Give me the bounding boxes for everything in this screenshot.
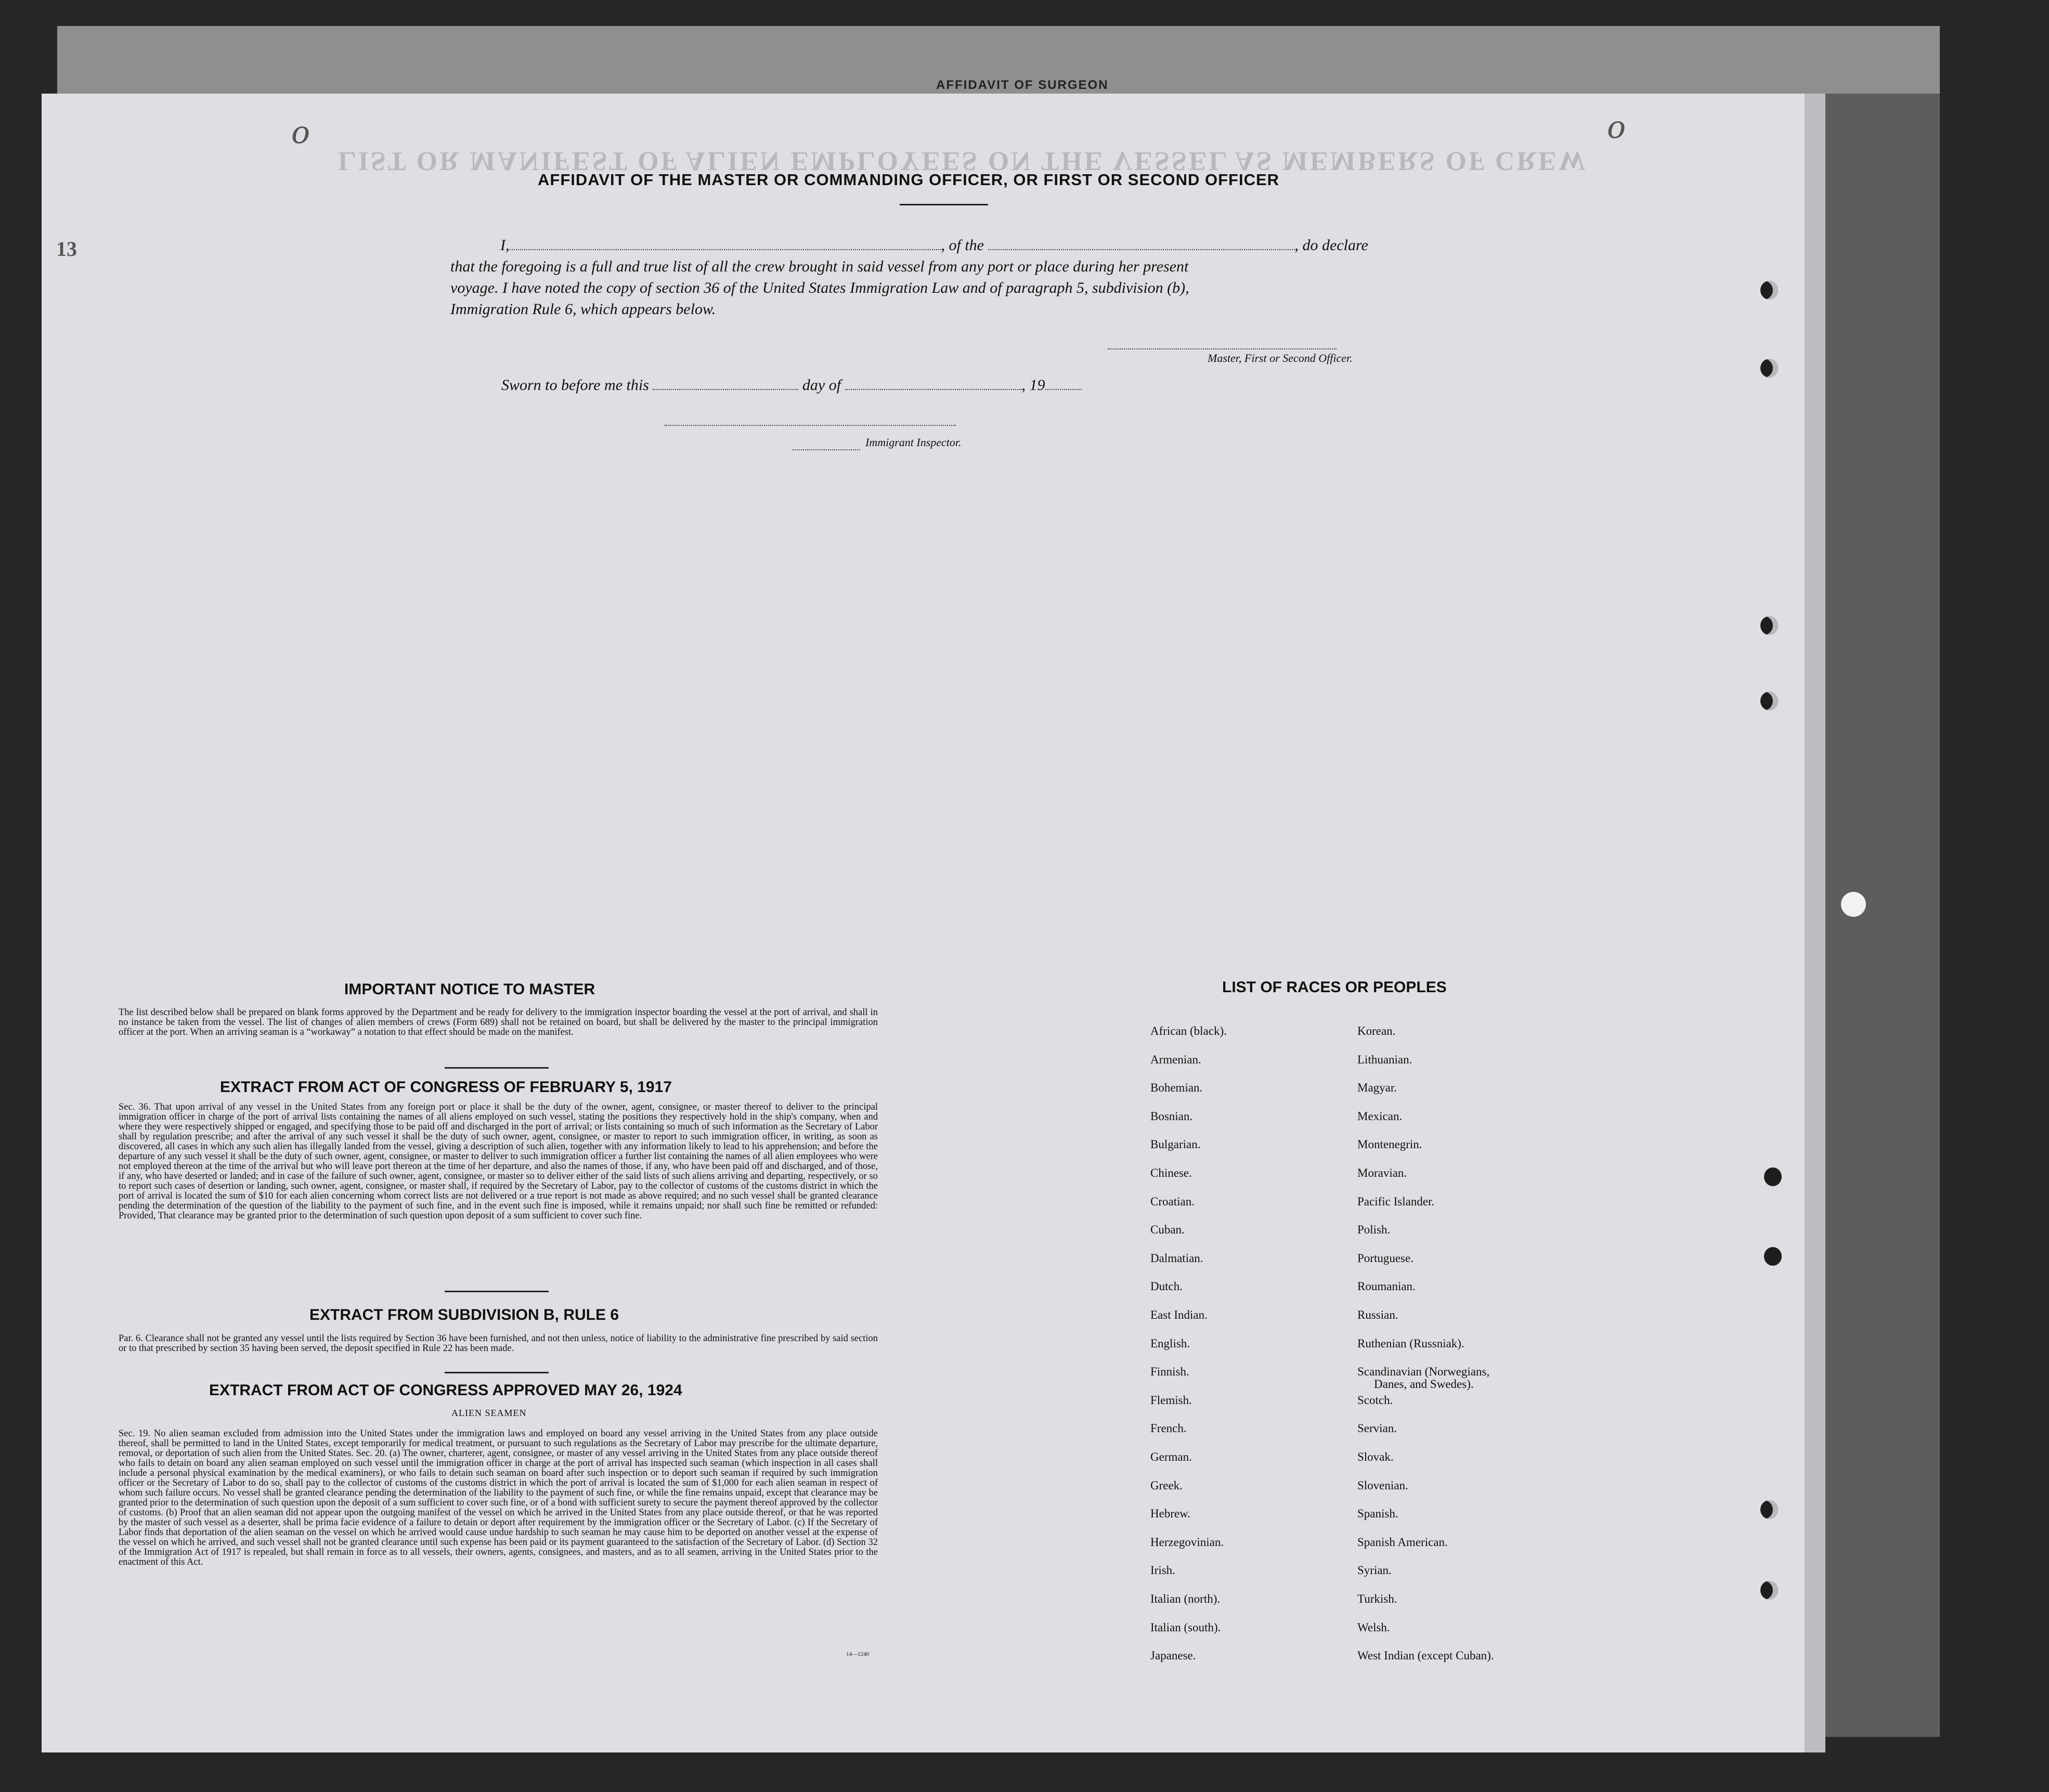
race-item: African (black). — [1150, 1024, 1227, 1037]
pencil-circle-mark: o — [1607, 109, 1626, 146]
race-item: Mexican. — [1357, 1109, 1403, 1123]
vessel-blank[interactable] — [988, 244, 1295, 250]
extract-rule6-title: EXTRACT FROM SUBDIVISION B, RULE 6 — [309, 1306, 619, 1323]
affidavit-of-the: , of the — [941, 237, 984, 254]
extract-1924-text: Sec. 19. No alien seaman excluded from admission into the United States under the immigration laws and employed on board any vessel arriving in the United States from any place outside thereof, shall be permitted to land in the United States, except temporarily for medical treatment, or pursuant to such regulations as the Secretary of Labor may prescribe for the ultimate departure, removal, or deportation of such alien from the United States. Sec. 20. (a) The owner, charterer, agent, consignee, or master of any vessel arriving in the United States from any place outside thereof who fails to detain on board any alien seaman employed on such vessel until the immigration officer in charge at the port of arrival has inspected such seaman (which inspection in all cases shall include a personal physical examination by the medical examiners), or who fails to detain such seaman on board after such inspection or to deport such seaman if required by such immigration officer or the Secretary of Labor to do so, shall pay to the collector of customs of the customs district in which the port of arrival is located the sum of $1,000 for each alien seaman in respect of whom such failure occurs. No vessel shall be granted clearance pending the determination of the liability to the payment of such fine, or while the fine remains unpaid, except that clearance may be granted prior to the determination of such question upon the deposit of a sum sufficient to cover such fine, or of a bond with sufficient surety to secure the payment thereof approved by the collector of customs. (b) Proof that an alien seaman did not appear upon the outgoing manifest of the vessel on which he arrived in the United States from any place outside thereof, or that he was reported by the master of such vessel as a deserter, shall be prima facie evidence of a failure to detain or deport after requirement by the immigration officer or the Secretary of Labor. (c) If the Secretary of Labor finds that deportation of the alien seaman on the vessel on which he arrived would cause undue hardship to such seaman he may cause him to be deported on another vessel at the expense of the vessel on which he arrived, and such vessel shall not be granted clearance until such expense has been paid or its payment guaranteed to the satisfaction of the Secretary of Labor. (d) Section 32 of the Immigration Act of 1917 is repealed, but shall remain in force as to all vessels, their owners, agents, consignees, and masters, and as to all seamen, arriving in the United States prior to the enactment of this Act. — [119, 1429, 878, 1567]
margin-number: 13 — [56, 237, 77, 261]
punch-hole — [1760, 359, 1778, 378]
race-item: Herzegovinian. — [1150, 1535, 1224, 1549]
race-item: Bulgarian. — [1150, 1138, 1201, 1151]
race-item: Irish. — [1150, 1564, 1175, 1577]
race-item: West Indian (except Cuban). — [1357, 1649, 1494, 1663]
section-rule — [445, 1067, 549, 1069]
race-item: Chinese. — [1150, 1166, 1192, 1179]
notice-title: IMPORTANT NOTICE TO MASTER — [344, 981, 595, 998]
race-item: Servian. — [1357, 1422, 1397, 1435]
affidavit-declare: , do declare — [1294, 237, 1368, 254]
master-signature-line[interactable] — [1108, 347, 1337, 349]
sworn-day-blank[interactable] — [653, 384, 798, 390]
extract-1924-title: EXTRACT FROM ACT OF CONGRESS APPROVED MAY 26, 1924 — [209, 1382, 682, 1399]
race-item: French. — [1150, 1422, 1187, 1435]
back-sheet-title: AFFIDAVIT OF SURGEON — [936, 78, 1109, 92]
extract-1917-text: Sec. 36. That upon arrival of any vessel in the United States from any foreign port or place it shall be the duty of the owner, agent, consignee, or master thereof to deliver to the principal immigration officer in charge of the port of arrival lists containing the names of all aliens employed on such vessel, stating the positions they respectively hold in the ship's company, when and where they were respectively shipped or engaged, and specifying those to be paid off and discharged in the port of arrival; or lists containing so much of such information as the Secretary of Labor shall by regulation prescribe; and after the arrival of any such vessel it shall be the duty of such owner, agent, consignee, or master to report to such immigration officer, in writing, as soon as discovered, all cases in which any such alien has illegally landed from the vessel, giving a description of such alien, together with any information likely to lead to his apprehension; and before the departure of any such vessel it shall be the duty of such owner, agent, consignee, or master to deliver to such immigration officer a further list containing the names of all alien employees who were not employed thereon at the time of the arrival but who will leave port thereon at the time of her departure, and also the names of those, if any, who have been paid off and discharged, and of those, if any, who have deserted or landed; and in case of the failure of such owner, agent, consignee, or master so to deliver either of the said lists of such aliens arriving and departing, respectively, or so to report such cases of desertion or landing, such owner, agent, consignee, or master shall, if required by the Secretary of Labor, pay to the collector of customs of the customs district in which the port of arrival is located the sum of $10 for each alien concerning whom correct lists are not delivered or a true report is not made as above required; and no such vessel shall be granted clearance pending the determination of the question of the liability to the payment of such fine, and in the event such fine is imposed, while it remains unpaid; nor shall such fine be remitted or refunded: Provided, That clearance may be granted prior to the determination of such question upon deposit of a sum sufficient to cover such fine. — [119, 1102, 878, 1221]
bleed-through-heading: LIST OR MANIFEST OF ALIEN EMPLOYEES ON THE VESSEL AS MEMBERS OF CREW — [338, 146, 1588, 176]
sworn-line — [501, 376, 1082, 394]
race-item-continuation: Danes, and Swedes). — [1374, 1378, 1474, 1391]
race-item: Scandinavian (Norwegians, — [1357, 1365, 1490, 1379]
race-item: Finnish. — [1150, 1365, 1189, 1379]
race-item: Cuban. — [1150, 1223, 1185, 1237]
race-item: Bosnian. — [1150, 1109, 1193, 1123]
sworn-month-blank[interactable] — [845, 384, 1022, 390]
race-item: Pacific Islander. — [1357, 1194, 1435, 1208]
race-item: Spanish. — [1357, 1507, 1398, 1521]
section-rule — [445, 1372, 549, 1373]
notice-text: The list described below shall be prepared on blank forms approved by the Department and be ready for delivery to the immigration inspector boarding the vessel at the port of arrival, and shall in no instance be taken from the vessel. The list of changes of alien members of crews (Form 689) shall not be retained on board, but shall be delivered by the master to the principal immigration officer at the port. When an arriving seaman is a “workaway” a notation to that effect should be made on the manifest. — [119, 1007, 878, 1037]
name-blank[interactable] — [510, 244, 941, 250]
race-item: Turkish. — [1357, 1592, 1397, 1605]
race-item: Ruthenian (Russniak). — [1357, 1336, 1464, 1350]
affidavit-line-1 — [500, 237, 1368, 254]
affidavit-line-2: that the foregoing is a full and true list of all the crew brought in said vessel from any port or place during her present — [450, 258, 1189, 275]
punch-hole — [1760, 1581, 1778, 1600]
punch-hole — [1760, 692, 1778, 710]
race-item: Welsh. — [1357, 1620, 1390, 1634]
punch-hole — [1760, 616, 1778, 635]
race-item: East Indian. — [1150, 1308, 1208, 1321]
race-item: Bohemian. — [1150, 1081, 1203, 1095]
punch-hole — [1760, 1500, 1778, 1519]
race-item: Spanish American. — [1357, 1535, 1448, 1549]
race-item: Magyar. — [1357, 1081, 1397, 1095]
race-item: Italian (north). — [1150, 1592, 1221, 1605]
race-item: Slovenian. — [1357, 1478, 1408, 1492]
race-item: Montenegrin. — [1357, 1138, 1422, 1151]
form-number: 14—1240 — [846, 1651, 869, 1657]
extract-1917-title: EXTRACT FROM ACT OF CONGRESS OF FEBRUARY 5, 1917 — [220, 1079, 672, 1096]
race-item: Polish. — [1357, 1223, 1391, 1237]
title-rule — [900, 204, 988, 205]
race-item: Japanese. — [1150, 1649, 1196, 1663]
race-item: Dalmatian. — [1150, 1251, 1203, 1265]
alien-seamen-subtitle: ALIEN SEAMEN — [451, 1408, 527, 1418]
sworn-year-blank[interactable] — [1045, 384, 1082, 390]
race-item: Moravian. — [1357, 1166, 1407, 1179]
affidavit-line-3: voyage. I have noted the copy of section 36 of the United States Immigration Law and of paragraph 5, subdivision (b), — [450, 279, 1189, 296]
race-item: Greek. — [1150, 1478, 1183, 1492]
race-item: Korean. — [1357, 1024, 1396, 1037]
race-item: Dutch. — [1150, 1280, 1183, 1293]
affidavit-i: I, — [500, 237, 510, 254]
sworn-prefix: Sworn to before me this — [501, 376, 649, 394]
punch-hole — [1764, 1247, 1782, 1266]
race-item: Lithuanian. — [1357, 1053, 1412, 1066]
race-item: Roumanian. — [1357, 1280, 1416, 1293]
affidavit-title: AFFIDAVIT OF THE MASTER OR COMMANDING OFFICER, OR FIRST OR SECOND OFFICER — [538, 171, 1280, 189]
race-item: German. — [1150, 1450, 1192, 1463]
race-item: Italian (south). — [1150, 1620, 1221, 1634]
race-item: Croatian. — [1150, 1194, 1195, 1208]
extract-rule6-text: Par. 6. Clearance shall not be granted any vessel until the lists required by Section 36 have been furnished, and not then unless, notice of liability to the administrative fine prescribed by said section or to that prescribed by section 35 having been served, the deposit specified in Rule 22 has been made. — [119, 1333, 878, 1354]
race-item: Slovak. — [1357, 1450, 1394, 1463]
punch-hole — [1760, 281, 1778, 300]
hole-through — [1841, 892, 1866, 917]
race-item: Armenian. — [1150, 1053, 1201, 1066]
sworn-year: , 19 — [1021, 376, 1045, 394]
race-item: Russian. — [1357, 1308, 1398, 1321]
race-item: Hebrew. — [1150, 1507, 1191, 1521]
inspector-prefix-blank[interactable] — [793, 448, 860, 450]
race-item: Flemish. — [1150, 1393, 1192, 1407]
punch-hole — [1764, 1167, 1782, 1186]
pencil-circle-mark: o — [291, 114, 310, 151]
sworn-day-of: day of — [802, 376, 841, 394]
races-title: LIST OF RACES OR PEOPLES — [1222, 979, 1447, 996]
affidavit-line-4: Immigration Rule 6, which appears below. — [450, 301, 716, 318]
race-item: Syrian. — [1357, 1564, 1392, 1577]
race-item: English. — [1150, 1336, 1190, 1350]
section-rule — [445, 1291, 549, 1292]
race-item: Scotch. — [1357, 1393, 1393, 1407]
inspector-label: Immigrant Inspector. — [865, 436, 962, 449]
race-item: Portuguese. — [1357, 1251, 1413, 1265]
master-label: Master, First or Second Officer. — [1208, 352, 1353, 365]
page-edge — [1805, 94, 1825, 1752]
inspector-signature-line[interactable] — [665, 424, 956, 426]
